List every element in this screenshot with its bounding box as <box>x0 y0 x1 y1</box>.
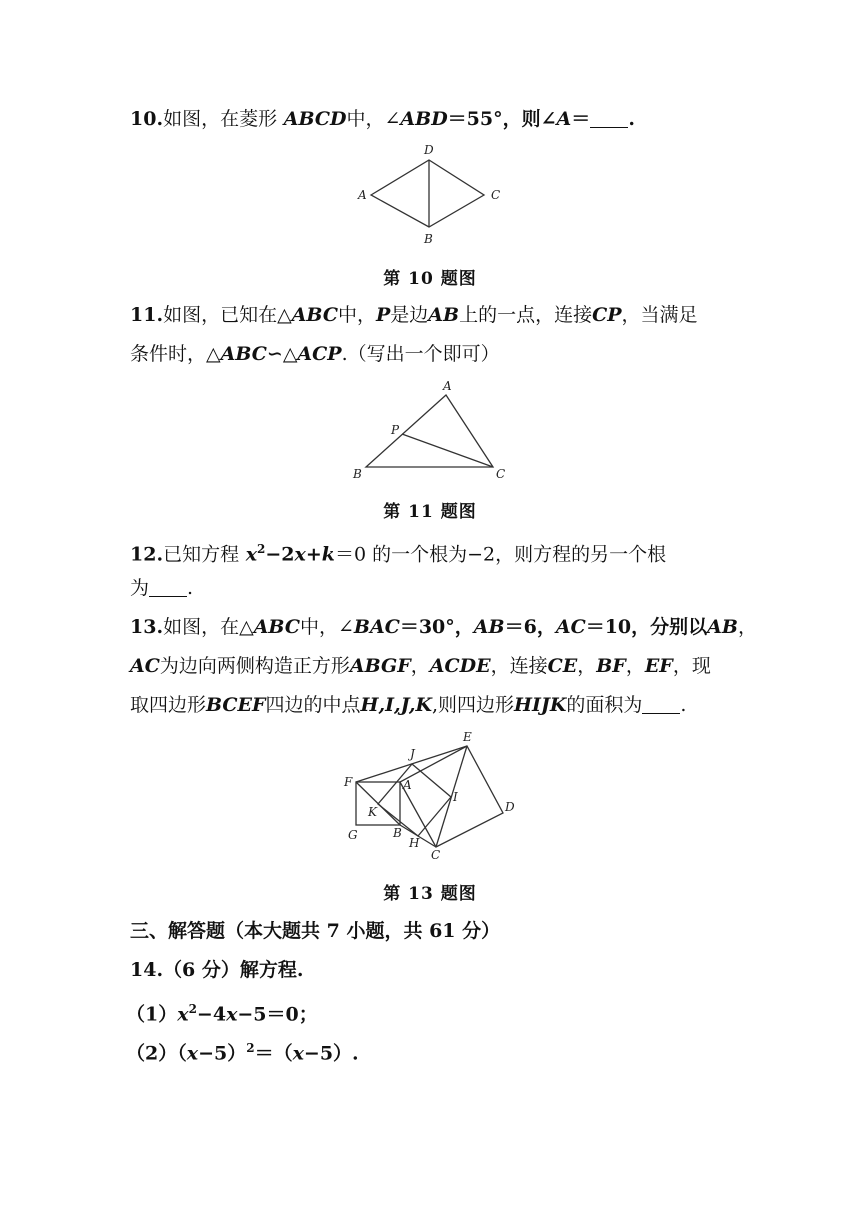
label-g: G <box>348 828 358 842</box>
q14-part2: $(2)(x-5)^2=(x-5)$. <box>126 1041 359 1065</box>
q13-text-line2: AC为边向两侧构造正方形ABGF，ACDE，连接CE，BF，EF，现 <box>130 655 711 677</box>
q11-caption: 第 11 题图 <box>383 502 477 522</box>
q12-text-line2: 为 . <box>130 577 194 599</box>
q13-text-line3: 取四边形BCEF四边的中点H,I,J,K,则四边形HIJK的面积为 . <box>130 694 687 716</box>
rhombus-abcd <box>371 160 484 227</box>
label-h: H <box>409 836 420 850</box>
answer-blank <box>590 109 628 128</box>
label-c: C <box>431 848 441 862</box>
answer-blank <box>642 695 680 714</box>
q14-title: 14.（6 分）解方程. <box>130 959 304 981</box>
label-k: K <box>368 805 377 819</box>
segment-cp <box>402 434 493 467</box>
label-d: D <box>424 143 434 157</box>
label-c: C <box>491 188 501 202</box>
label-b: B <box>353 467 362 481</box>
label-b: B <box>424 232 433 246</box>
q11-figure <box>350 378 510 484</box>
label-i: I <box>453 790 458 804</box>
q14-part1: $(1)x^2-4x-5=0$； <box>126 1002 318 1026</box>
label-a: A <box>358 188 367 202</box>
q11-text-line2: 条件时，△ABC∽△ACP.（写出一个即可） <box>130 343 500 365</box>
section-3-heading: 三、解答题（本大题共 7 小题，共 61 分） <box>130 920 501 942</box>
label-j: J <box>410 747 415 761</box>
label-f: F <box>344 775 353 789</box>
q12-text-line1: 12.已知方程 $x^2-2x+k=0$ 的一个根为−2，则方程的另一个根 <box>130 542 667 566</box>
q13-figure <box>340 728 525 866</box>
label-a: A <box>403 778 412 792</box>
label-b: B <box>393 826 402 840</box>
q11-text-line1: 11.如图，已知在△ABC中，P是边AB上的一点，连接CP，当满足 <box>130 304 698 326</box>
triangle-abc <box>366 395 493 467</box>
label-c: C <box>496 467 506 481</box>
label-d: D <box>505 800 515 814</box>
answer-blank <box>149 578 187 597</box>
label-e: E <box>463 730 472 744</box>
q10-caption: 第 10 题图 <box>383 269 477 289</box>
segment-ce <box>436 746 467 847</box>
label-a: A <box>443 379 452 393</box>
label-p: P <box>391 423 400 437</box>
q10-figure <box>355 142 505 250</box>
q13-caption: 第 13 题图 <box>383 884 477 904</box>
q10-text: 10.如图，在菱形 ABCD中，∠ABD＝55°，则∠A＝ . <box>130 108 635 130</box>
q13-text-line1: 13.如图，在△ABC中，∠BAC＝30°，AB＝6，AC＝10，分别以AB， <box>130 616 757 638</box>
